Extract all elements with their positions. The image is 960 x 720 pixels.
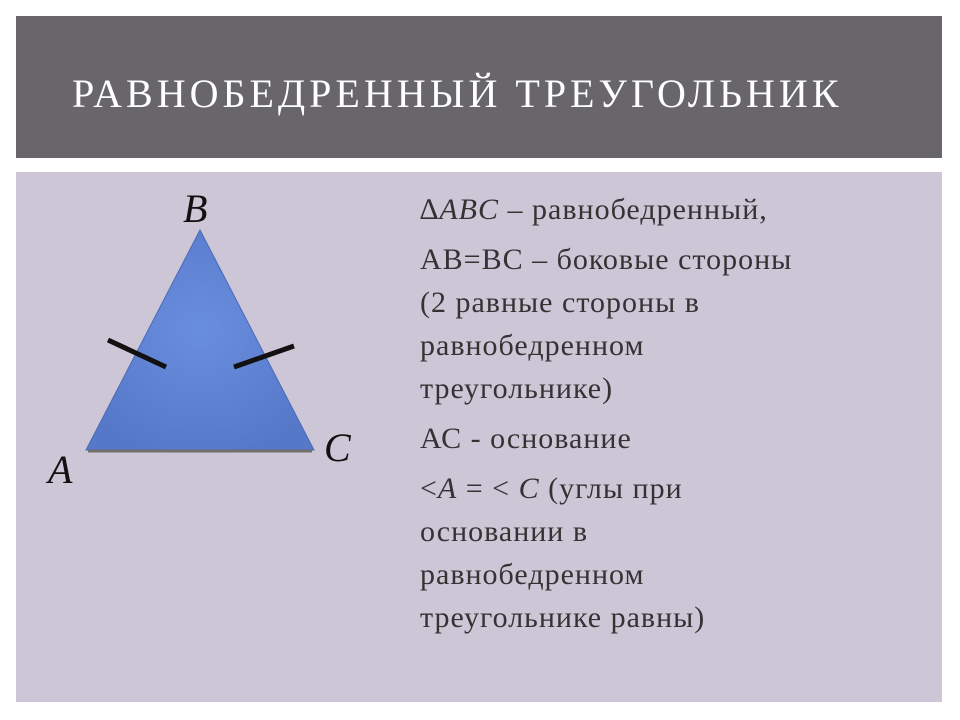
legs-line-2: (2 равные стороны в — [420, 286, 700, 319]
definition-text: – равнобедренный, — [499, 193, 768, 226]
base-line-1: АС - основание — [420, 422, 632, 455]
paragraph-legs — [420, 238, 920, 410]
angle-sign-a: < — [420, 472, 438, 505]
legs-line-1: АВ=ВС – боковые стороны — [420, 243, 793, 276]
vertex-label-a: A — [48, 447, 73, 492]
angle-letter-c: C — [518, 472, 540, 505]
triangle-name: ABC — [439, 193, 500, 226]
angles-line-3: равнобедренном — [420, 558, 645, 591]
vertex-label-b: B — [183, 186, 208, 231]
triangle-symbol: ∆ — [420, 193, 440, 226]
legs-line-3: равнобедренном — [420, 329, 645, 362]
angle-equals: = < — [457, 472, 519, 505]
paragraph-base — [420, 417, 920, 460]
slide-title: РАВНОБЕДРЕННЫЙ ТРЕУГОЛЬНИК — [72, 71, 843, 116]
isosceles-triangle — [86, 230, 314, 450]
angles-line-4: треугольнике равны) — [420, 601, 706, 634]
angle-letter-a: A — [437, 472, 458, 505]
description-text — [420, 188, 920, 646]
paragraph-definition — [420, 188, 920, 231]
angles-line-1-rest: (углы при — [539, 472, 683, 505]
angles-line-2: основании в — [420, 515, 589, 548]
vertex-label-c: C — [324, 425, 351, 470]
legs-line-4: треугольнике) — [420, 372, 614, 405]
paragraph-angles — [420, 467, 920, 639]
